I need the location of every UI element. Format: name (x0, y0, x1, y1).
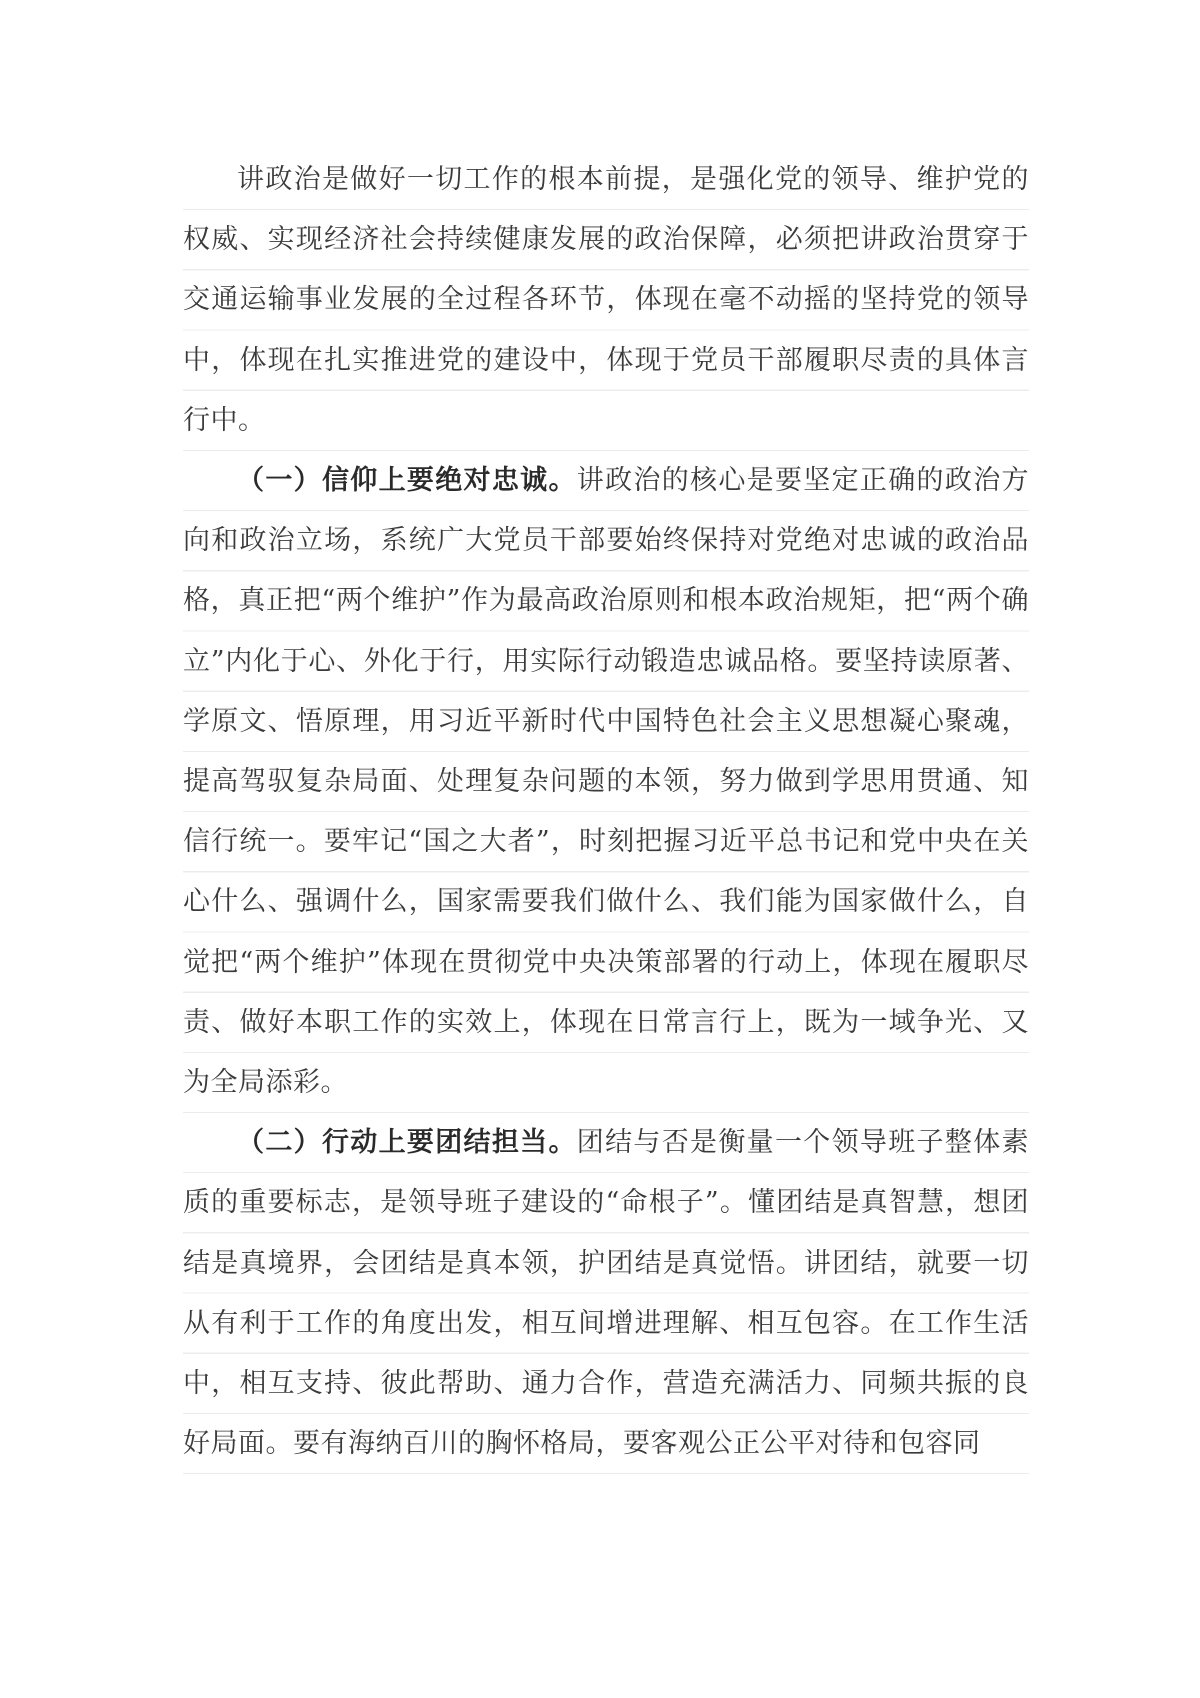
paragraph-body: 讲政治是做好一切工作的根本前提，是强化党的领导、维护党的权威、实现经济社会持续健康发展的政治保障，必须把讲政治贯穿于交通运输事业发展的全过程各环节，体现在毫不动摇的坚持党的领导中，体现在扎实推进党的建设中，体现于党员干部履职尽责的具体言行中。 (183, 164, 1029, 436)
section-heading: （二）行动上要团结担当。 (237, 1127, 577, 1159)
paragraph-body: 讲政治的核心是要坚定正确的政治方向和政治立场，系统广大党员干部要始终保持对党绝对忠诚的政治品格，真正把“两个维护”作为最高政治原则和根本政治规矩，把“两个确立”内化于心、外化于行，用实际行动锻造忠诚品格。要坚持读原著、学原文、悟原理，用习近平新时代中国特色社会主义思想凝心聚魂，提高驾驭复杂局面、处理复杂问题的本领，努力做到学思用贯通、知信行统一。要牢记“国之大者”，时刻把握习近平总书记和党中央在关心什么、强调什么，国家需要我们做什么、我们能为国家做什么，自觉把“两个维护”体现在贯彻党中央决策部署的行动上，体现在履职尽责、做好本职工作的实效上，体现在日常言行上，既为一域争光、又为全局添彩。 (183, 465, 1030, 1099)
paragraph-section-2 (183, 1113, 1029, 1474)
document-body (183, 150, 1029, 1474)
section-heading: （一）信仰上要绝对忠诚。 (237, 465, 577, 497)
paragraph-intro (183, 150, 1029, 451)
paragraph-section-1 (183, 451, 1029, 1113)
paragraph-body: 团结与否是衡量一个领导班子整体素质的重要标志，是领导班子建设的“命根子”。懂团结是真智慧，想团结是真境界，会团结是真本领，护团结是真觉悟。讲团结，就要一切从有利于工作的角度出发，相互间增进理解、相互包容。在工作生活中，相互支持、彼此帮助、通力合作，营造充满活力、同频共振的良好局面。要有海纳百川的胸怀格局，要客观公正公平对待和包容同 (183, 1127, 1030, 1460)
